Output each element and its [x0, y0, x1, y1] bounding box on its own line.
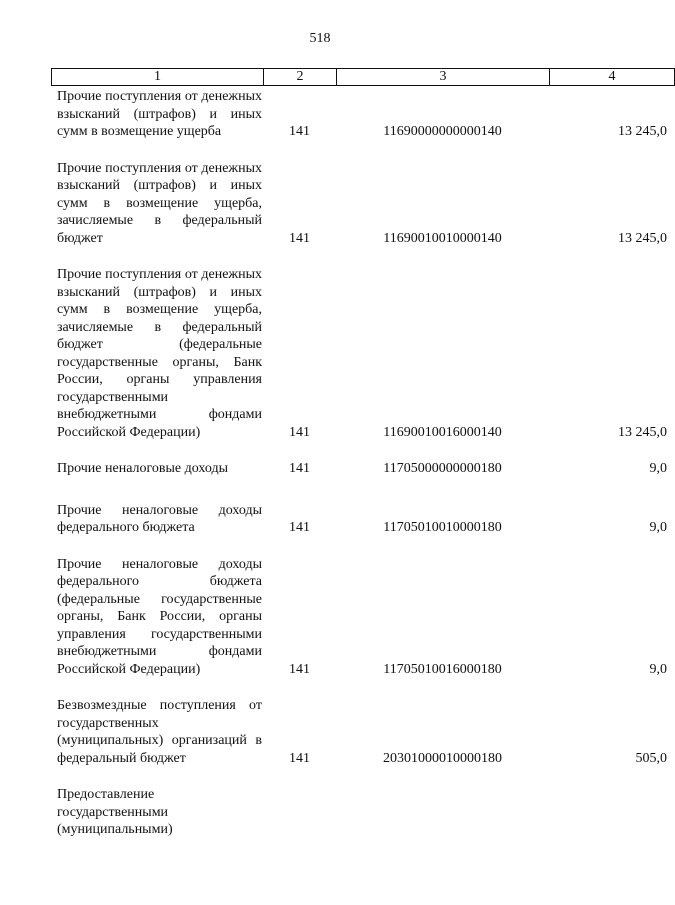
row-classification-code: 11705010016000180 [383, 661, 502, 677]
column-header-2: 2 [264, 69, 337, 85]
table-row [51, 266, 673, 441]
page-number: 518 [309, 31, 331, 46]
column-header-4: 4 [608, 69, 616, 84]
table-row [51, 556, 673, 679]
row-description: Прочие неналоговые доходы федерального бюджета (федеральные государственные органы, Банк России, органы управления государственными внебюджетными фондами Российской Федерации) [57, 556, 262, 677]
table-body [51, 88, 673, 858]
row-description: Прочие поступления от денежных взысканий (штрафов) и иных сумм в возмещение ущерба [57, 89, 262, 139]
row-amount: 9,0 [649, 661, 667, 677]
row-amount: 13 245,0 [618, 424, 667, 440]
row-admin-code: 141 [289, 124, 310, 139]
table-row [51, 502, 673, 537]
row-classification-code: 11690010016000140 [383, 424, 502, 440]
column-header-3: 3 [337, 69, 550, 85]
table-header [51, 68, 675, 86]
row-description: Прочие поступления от денежных взысканий (штрафов) и иных сумм в возмещение ущерба, зачисляемые в федеральный бюджет (федеральные государственные органы, Банк России, органы управления государственными внебюджетными фондами Российской Федерации) [57, 267, 262, 440]
row-amount: 505,0 [635, 750, 667, 766]
row-amount: 13 245,0 [618, 124, 667, 139]
row-admin-code: 141 [289, 661, 310, 677]
table-row [51, 786, 673, 839]
row-amount: 9,0 [649, 520, 667, 535]
row-admin-code: 141 [289, 750, 310, 766]
row-description: Прочие поступления от денежных взысканий (штрафов) и иных сумм в возмещение ущерба, зачисляемые в федеральный бюджет [57, 160, 262, 246]
row-description: Прочие неналоговые доходы [57, 461, 229, 476]
row-admin-code: 141 [289, 520, 310, 535]
row-description: Предоставление государственными (муниципальными) [57, 787, 173, 837]
table-row [51, 88, 673, 141]
row-admin-code: 141 [289, 424, 310, 440]
table-row [51, 160, 673, 248]
row-classification-code: 11705000000000180 [383, 461, 502, 476]
row-amount: 13 245,0 [618, 230, 667, 246]
row-admin-code: 141 [289, 230, 310, 246]
table-row [51, 460, 673, 478]
row-classification-code: 11690010010000140 [383, 230, 502, 246]
row-classification-code: 11705010010000180 [383, 520, 502, 535]
row-amount: 9,0 [649, 461, 667, 476]
column-header-1: 1 [52, 69, 264, 85]
row-description: Безвозмездные поступления от государственных (муниципальных) организаций в федеральный бюджет [57, 698, 262, 766]
table-row [51, 697, 673, 767]
row-classification-code: 11690000000000140 [383, 124, 502, 139]
row-admin-code: 141 [289, 461, 310, 476]
row-description: Прочие неналоговые доходы федерального бюджета [57, 502, 262, 535]
row-classification-code: 20301000010000180 [383, 750, 502, 766]
